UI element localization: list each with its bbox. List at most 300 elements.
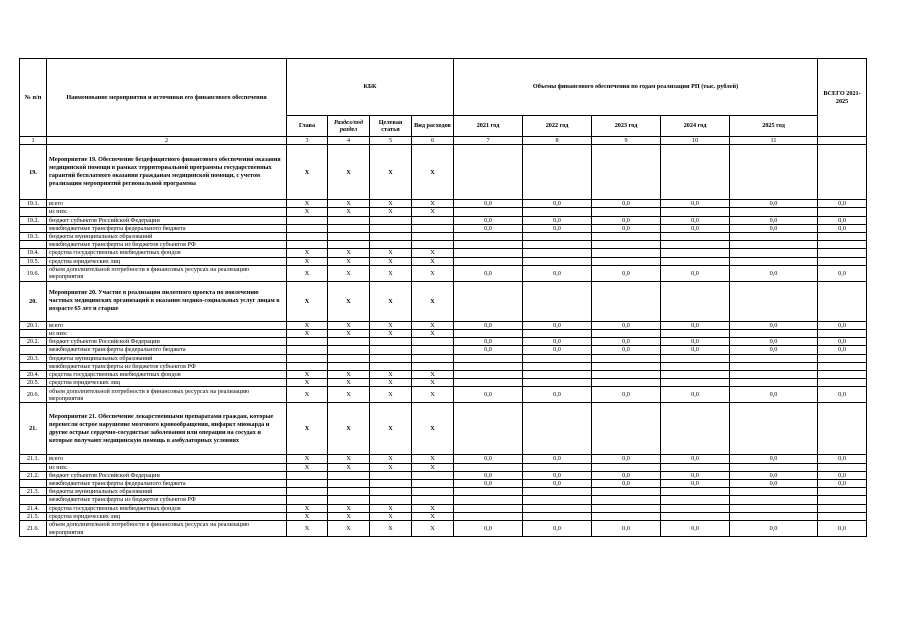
- row-name: из них:: [47, 330, 287, 338]
- value-cell: [523, 241, 592, 249]
- kbk-cell: X: [370, 145, 412, 200]
- value-cell: [818, 233, 867, 241]
- kbk-cell: [287, 471, 328, 479]
- value-cell: 0,0: [592, 387, 661, 403]
- value-cell: 0,0: [523, 338, 592, 346]
- table-row: [20, 200, 867, 208]
- value-cell: 0,0: [818, 480, 867, 488]
- row-number: 21.6.: [20, 521, 47, 537]
- value-cell: 0,0: [454, 521, 523, 537]
- value-cell: [523, 257, 592, 265]
- kbk-cell: [287, 488, 328, 496]
- table-row: [20, 224, 867, 232]
- row-number: 20.6.: [20, 387, 47, 403]
- kbk-cell: X: [412, 521, 454, 537]
- value-cell: [818, 463, 867, 471]
- measure-title: Мероприятие 20. Участие в реализации пилотного проекта по вовлечению частных медицинских организаций в оказание медико-социальных услуг лицам в возрасте 65 лет и старше: [47, 281, 287, 321]
- kbk-cell: X: [412, 249, 454, 257]
- kbk-cell: [370, 216, 412, 224]
- value-cell: 0,0: [592, 321, 661, 329]
- row-name: бюджеты муниципальных образований: [47, 233, 287, 241]
- measure-number: 20.: [20, 281, 47, 321]
- row-name: всего: [47, 200, 287, 208]
- measure-title: Мероприятие 21. Обеспечение лекарственными препаратами граждан, которые перенесли острое нарушение мозгового кровообращения, инфаркт миокарда и другие острые сердечно-сосудистые заболевания или операции на сосудах и которые получают медицинскую помощь в амбулаторных условиях: [47, 403, 287, 455]
- row-name: бюджеты муниципальных образований: [47, 488, 287, 496]
- value-cell: 0,0: [818, 521, 867, 537]
- value-cell: 0,0: [454, 455, 523, 463]
- header-year-2021: 2021 год: [454, 116, 523, 137]
- value-cell: 0,0: [592, 521, 661, 537]
- kbk-cell: [287, 354, 328, 362]
- measure-row: [20, 281, 867, 321]
- value-cell: [592, 496, 661, 504]
- table-row: [20, 371, 867, 379]
- table-row: [20, 379, 867, 387]
- value-cell: 0,0: [523, 200, 592, 208]
- table-row: [20, 216, 867, 224]
- kbk-cell: [287, 216, 328, 224]
- row-name: средства юридических лиц: [47, 257, 287, 265]
- kbk-cell: X: [370, 265, 412, 281]
- row-name: средства государственных внебюджетных фондов: [47, 249, 287, 257]
- row-number: 20.1.: [20, 321, 47, 329]
- value-cell: [454, 371, 523, 379]
- kbk-cell: X: [370, 257, 412, 265]
- column-number: 10: [661, 137, 730, 145]
- value-cell: [730, 208, 818, 216]
- value-cell: [454, 257, 523, 265]
- value-cell: [730, 233, 818, 241]
- value-cell: [454, 281, 523, 321]
- row-number: 21.3.: [20, 488, 47, 496]
- kbk-cell: [328, 496, 370, 504]
- column-number: [818, 137, 867, 145]
- value-cell: [592, 371, 661, 379]
- value-cell: 0,0: [818, 216, 867, 224]
- value-cell: 0,0: [730, 216, 818, 224]
- kbk-cell: [287, 362, 328, 370]
- row-number: [20, 480, 47, 488]
- value-cell: [818, 257, 867, 265]
- value-cell: 0,0: [818, 200, 867, 208]
- value-cell: 0,0: [592, 338, 661, 346]
- measure-row: [20, 145, 867, 200]
- value-cell: [523, 504, 592, 512]
- value-cell: [661, 257, 730, 265]
- header-year-2024: 2024 год: [661, 116, 730, 137]
- value-cell: 0,0: [454, 216, 523, 224]
- kbk-cell: X: [412, 200, 454, 208]
- value-cell: [661, 208, 730, 216]
- kbk-cell: X: [370, 321, 412, 329]
- value-cell: 0,0: [730, 200, 818, 208]
- row-name: объем дополнительной потребности в финансовых ресурсах на реализацию мероприятия: [47, 387, 287, 403]
- row-number: 20.3.: [20, 354, 47, 362]
- kbk-cell: X: [328, 208, 370, 216]
- table-row: [20, 265, 867, 281]
- kbk-cell: [370, 346, 412, 354]
- value-cell: [523, 281, 592, 321]
- value-cell: [730, 354, 818, 362]
- value-cell: [454, 504, 523, 512]
- header-kbk: КБК: [287, 59, 454, 116]
- value-cell: 0,0: [454, 471, 523, 479]
- header-num: № п/п: [20, 59, 47, 137]
- value-cell: [818, 496, 867, 504]
- value-cell: [454, 496, 523, 504]
- header-celevaya: Целевая статья: [370, 116, 412, 137]
- value-cell: [730, 488, 818, 496]
- value-cell: [454, 233, 523, 241]
- table-row: [20, 362, 867, 370]
- value-cell: [818, 249, 867, 257]
- row-number: 21.2.: [20, 471, 47, 479]
- kbk-cell: X: [370, 200, 412, 208]
- value-cell: 0,0: [523, 321, 592, 329]
- value-cell: 0,0: [661, 455, 730, 463]
- measure-row: [20, 403, 867, 455]
- kbk-cell: X: [412, 281, 454, 321]
- column-number: 6: [412, 137, 454, 145]
- value-cell: 0,0: [818, 346, 867, 354]
- kbk-cell: [370, 241, 412, 249]
- value-cell: 0,0: [592, 346, 661, 354]
- table-row: [20, 463, 867, 471]
- kbk-cell: [328, 241, 370, 249]
- value-cell: 0,0: [523, 346, 592, 354]
- row-name: из них:: [47, 208, 287, 216]
- kbk-cell: X: [328, 257, 370, 265]
- table-row: [20, 504, 867, 512]
- kbk-cell: X: [287, 521, 328, 537]
- kbk-cell: X: [287, 387, 328, 403]
- table-row: [20, 233, 867, 241]
- table-row: [20, 488, 867, 496]
- value-cell: 0,0: [818, 265, 867, 281]
- kbk-cell: X: [328, 403, 370, 455]
- kbk-cell: [412, 496, 454, 504]
- kbk-cell: X: [287, 145, 328, 200]
- kbk-cell: [412, 216, 454, 224]
- kbk-cell: X: [287, 371, 328, 379]
- value-cell: 0,0: [730, 321, 818, 329]
- kbk-cell: X: [370, 463, 412, 471]
- row-number: 20.4.: [20, 371, 47, 379]
- row-number: [20, 463, 47, 471]
- value-cell: [523, 463, 592, 471]
- kbk-cell: X: [287, 208, 328, 216]
- value-cell: [661, 241, 730, 249]
- kbk-cell: X: [328, 281, 370, 321]
- value-cell: [592, 281, 661, 321]
- value-cell: [661, 145, 730, 200]
- kbk-cell: X: [328, 249, 370, 257]
- kbk-cell: X: [328, 463, 370, 471]
- kbk-cell: X: [328, 371, 370, 379]
- value-cell: [730, 371, 818, 379]
- kbk-cell: X: [412, 504, 454, 512]
- table-row: [20, 241, 867, 249]
- header-total: ВСЕГО 2021-2025: [818, 59, 867, 137]
- row-name: межбюджетные трансферты из бюджетов субъектов РФ: [47, 241, 287, 249]
- value-cell: 0,0: [730, 265, 818, 281]
- value-cell: [730, 403, 818, 455]
- value-cell: 0,0: [592, 224, 661, 232]
- column-number: 4: [328, 137, 370, 145]
- value-cell: [818, 504, 867, 512]
- value-cell: [592, 362, 661, 370]
- value-cell: [592, 249, 661, 257]
- value-cell: [454, 362, 523, 370]
- value-cell: 0,0: [730, 224, 818, 232]
- row-name: бюджет субъектов Российской Федерации: [47, 471, 287, 479]
- kbk-cell: [287, 241, 328, 249]
- value-cell: [454, 512, 523, 520]
- value-cell: 0,0: [661, 471, 730, 479]
- value-cell: [818, 145, 867, 200]
- column-number: 8: [523, 137, 592, 145]
- row-number: [20, 241, 47, 249]
- table-row: [20, 257, 867, 265]
- value-cell: 0,0: [661, 265, 730, 281]
- value-cell: 0,0: [454, 346, 523, 354]
- kbk-cell: X: [328, 455, 370, 463]
- kbk-cell: X: [370, 387, 412, 403]
- value-cell: [730, 281, 818, 321]
- row-name: из них:: [47, 463, 287, 471]
- row-number: 19.3.: [20, 233, 47, 241]
- value-cell: [523, 362, 592, 370]
- value-cell: 0,0: [454, 387, 523, 403]
- kbk-cell: X: [412, 145, 454, 200]
- kbk-cell: X: [412, 265, 454, 281]
- value-cell: 0,0: [592, 216, 661, 224]
- value-cell: [661, 463, 730, 471]
- row-name: межбюджетные трансферты из бюджетов субъектов РФ: [47, 362, 287, 370]
- value-cell: [454, 354, 523, 362]
- row-name: объем дополнительной потребности в финансовых ресурсах на реализацию мероприятия: [47, 521, 287, 537]
- kbk-cell: X: [328, 504, 370, 512]
- table-row: [20, 512, 867, 520]
- row-name: межбюджетные трансферты федерального бюджета: [47, 480, 287, 488]
- table-row: [20, 496, 867, 504]
- value-cell: [592, 379, 661, 387]
- value-cell: [661, 281, 730, 321]
- value-cell: [592, 257, 661, 265]
- value-cell: 0,0: [592, 480, 661, 488]
- column-number-row: [20, 137, 867, 145]
- column-number: 1: [20, 137, 47, 145]
- value-cell: [730, 330, 818, 338]
- value-cell: 0,0: [730, 480, 818, 488]
- value-cell: [592, 512, 661, 520]
- kbk-cell: [287, 346, 328, 354]
- table-row: [20, 346, 867, 354]
- value-cell: [592, 403, 661, 455]
- kbk-cell: X: [287, 455, 328, 463]
- table-body: [20, 145, 867, 537]
- kbk-cell: X: [287, 200, 328, 208]
- table-row: [20, 471, 867, 479]
- value-cell: 0,0: [818, 455, 867, 463]
- kbk-cell: X: [287, 379, 328, 387]
- value-cell: [592, 330, 661, 338]
- row-number: [20, 496, 47, 504]
- kbk-cell: X: [370, 249, 412, 257]
- row-name: объем дополнительной потребности в финансовых ресурсах на реализацию мероприятия: [47, 265, 287, 281]
- value-cell: [454, 330, 523, 338]
- row-name: средства государственных внебюджетных фондов: [47, 371, 287, 379]
- kbk-cell: [328, 488, 370, 496]
- value-cell: 0,0: [523, 224, 592, 232]
- kbk-cell: [370, 362, 412, 370]
- table-row: [20, 321, 867, 329]
- value-cell: 0,0: [661, 200, 730, 208]
- value-cell: 0,0: [454, 200, 523, 208]
- kbk-cell: X: [370, 504, 412, 512]
- row-number: [20, 362, 47, 370]
- column-number: 11: [730, 137, 818, 145]
- value-cell: 0,0: [818, 321, 867, 329]
- value-cell: [454, 208, 523, 216]
- kbk-cell: X: [370, 371, 412, 379]
- kbk-cell: X: [412, 257, 454, 265]
- header-razdel: Раздел/под раздел: [328, 116, 370, 137]
- kbk-cell: [328, 216, 370, 224]
- row-name: межбюджетные трансферты федерального бюджета: [47, 346, 287, 354]
- value-cell: 0,0: [661, 224, 730, 232]
- value-cell: [730, 496, 818, 504]
- kbk-cell: X: [412, 330, 454, 338]
- value-cell: 0,0: [818, 224, 867, 232]
- value-cell: [592, 241, 661, 249]
- row-number: 19.6.: [20, 265, 47, 281]
- value-cell: 0,0: [661, 321, 730, 329]
- value-cell: [523, 354, 592, 362]
- kbk-cell: X: [287, 330, 328, 338]
- kbk-cell: [370, 338, 412, 346]
- kbk-cell: X: [412, 403, 454, 455]
- row-name: средства юридических лиц: [47, 512, 287, 520]
- kbk-cell: [370, 224, 412, 232]
- kbk-cell: [328, 224, 370, 232]
- kbk-cell: X: [412, 321, 454, 329]
- value-cell: [454, 403, 523, 455]
- table-row: [20, 521, 867, 537]
- kbk-cell: X: [370, 330, 412, 338]
- value-cell: [818, 512, 867, 520]
- value-cell: [454, 379, 523, 387]
- kbk-cell: X: [370, 455, 412, 463]
- row-name: всего: [47, 455, 287, 463]
- value-cell: 0,0: [454, 338, 523, 346]
- value-cell: [523, 488, 592, 496]
- kbk-cell: X: [412, 512, 454, 520]
- row-name: межбюджетные трансферты федерального бюджета: [47, 224, 287, 232]
- kbk-cell: X: [328, 265, 370, 281]
- kbk-cell: [370, 354, 412, 362]
- value-cell: [523, 379, 592, 387]
- value-cell: [818, 403, 867, 455]
- value-cell: [818, 488, 867, 496]
- value-cell: [730, 463, 818, 471]
- column-number: 3: [287, 137, 328, 145]
- kbk-cell: [287, 338, 328, 346]
- row-number: 19.2.: [20, 216, 47, 224]
- kbk-cell: [412, 362, 454, 370]
- kbk-cell: [287, 224, 328, 232]
- value-cell: 0,0: [818, 471, 867, 479]
- kbk-cell: [370, 496, 412, 504]
- value-cell: [661, 362, 730, 370]
- table-row: [20, 208, 867, 216]
- value-cell: 0,0: [454, 265, 523, 281]
- kbk-cell: [370, 233, 412, 241]
- kbk-cell: [328, 480, 370, 488]
- value-cell: [818, 379, 867, 387]
- value-cell: 0,0: [523, 521, 592, 537]
- value-cell: [661, 371, 730, 379]
- value-cell: 0,0: [523, 265, 592, 281]
- kbk-cell: X: [287, 504, 328, 512]
- header-year-2025: 2025 год: [730, 116, 818, 137]
- kbk-cell: X: [287, 321, 328, 329]
- value-cell: 0,0: [730, 346, 818, 354]
- kbk-cell: [328, 354, 370, 362]
- table-row: [20, 249, 867, 257]
- value-cell: [818, 371, 867, 379]
- row-name: средства юридических лиц: [47, 379, 287, 387]
- kbk-cell: [328, 471, 370, 479]
- table-row: [20, 480, 867, 488]
- row-number: 21.1.: [20, 455, 47, 463]
- value-cell: 0,0: [592, 455, 661, 463]
- kbk-cell: [412, 488, 454, 496]
- kbk-cell: [370, 471, 412, 479]
- table-row: [20, 338, 867, 346]
- value-cell: 0,0: [730, 338, 818, 346]
- table-row: [20, 455, 867, 463]
- kbk-cell: X: [370, 403, 412, 455]
- kbk-cell: X: [328, 330, 370, 338]
- value-cell: [730, 379, 818, 387]
- value-cell: [454, 463, 523, 471]
- value-cell: 0,0: [661, 387, 730, 403]
- kbk-cell: [328, 233, 370, 241]
- kbk-cell: X: [412, 208, 454, 216]
- value-cell: [661, 233, 730, 241]
- value-cell: 0,0: [661, 346, 730, 354]
- table-row: [20, 354, 867, 362]
- value-cell: [523, 512, 592, 520]
- kbk-cell: [412, 224, 454, 232]
- kbk-cell: [412, 346, 454, 354]
- column-number: 9: [592, 137, 661, 145]
- kbk-cell: [328, 338, 370, 346]
- value-cell: [730, 504, 818, 512]
- row-name: средства государственных внебюджетных фондов: [47, 504, 287, 512]
- kbk-cell: X: [287, 281, 328, 321]
- kbk-cell: [412, 480, 454, 488]
- kbk-cell: [412, 241, 454, 249]
- kbk-cell: X: [287, 265, 328, 281]
- column-number: 2: [47, 137, 287, 145]
- value-cell: 0,0: [592, 200, 661, 208]
- value-cell: 0,0: [818, 387, 867, 403]
- kbk-cell: X: [328, 321, 370, 329]
- value-cell: [523, 371, 592, 379]
- value-cell: [592, 233, 661, 241]
